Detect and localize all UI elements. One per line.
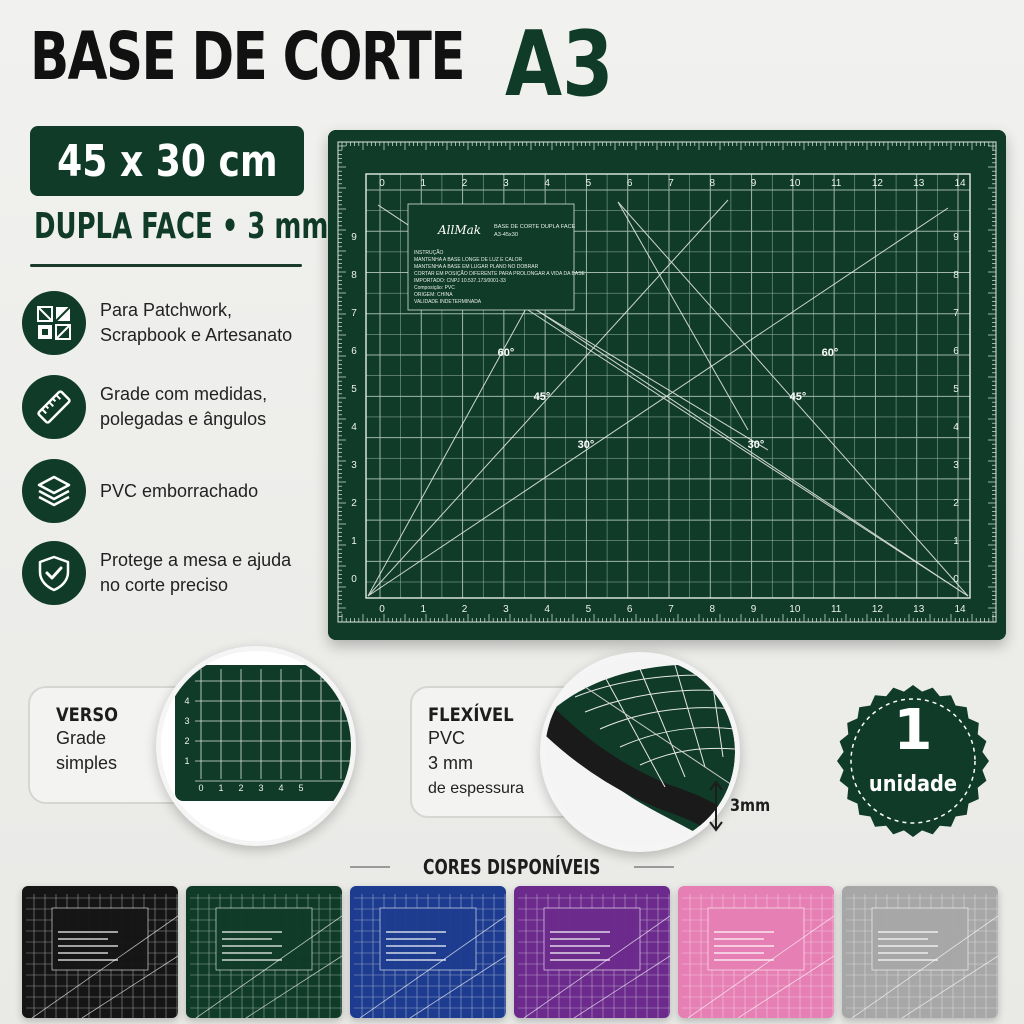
mat-bottom-number: 13 [913,604,925,615]
verso-side-number: 1 [184,756,190,766]
mat-top-number: 13 [913,178,925,189]
mat-top-number: 4 [544,178,550,189]
mat-bottom-number: 9 [750,604,757,615]
color-swatch-cinza[interactable] [842,886,998,1018]
mat-right-number: 9 [953,232,959,243]
heading-rule [634,866,674,868]
color-swatch-azul[interactable] [350,886,506,1018]
verso-line1: Grade [56,728,107,748]
subtitle-text: DUPLA FACE • 3 mm [34,206,329,247]
cutting-mat-image [328,130,1006,640]
mat-top-number: 8 [709,178,716,189]
mat-bottom-number: 0 [379,604,385,615]
mat-right-number: 4 [953,422,959,433]
swatch-mat-image [186,886,342,1018]
feature-text: Grade com medidas, polegadas e ângulos [100,384,268,429]
mat-right-number: 7 [953,308,959,319]
colors-heading [350,852,674,882]
mat-right-number: 3 [953,460,959,471]
label-line: IMPORTADO: CNPJ 10.537.173/0001-33 [414,278,506,284]
mat-top-number: 1 [420,178,427,189]
colors-heading-text: CORES DISPONÍVEIS [423,855,601,879]
feature-item-patchwork [22,288,322,358]
label-line: MANTENHA A BASE EM LUGAR PLANO NO DOBRAR [414,264,539,270]
swatch-mat-image [350,886,506,1018]
ruler-icon [22,375,86,439]
mat-left-number: 2 [351,498,357,509]
mat-left-number: 3 [351,460,357,471]
color-swatch-verde[interactable] [186,886,342,1018]
mat-angle-label: 30° [577,439,595,451]
title-size-code: A3 [505,12,614,117]
mat-bottom-number: 8 [709,604,716,615]
verso-number: 5 [298,783,304,793]
unit-number: 1 [893,698,933,763]
verso-number: 3 [258,783,264,793]
swatch-mat-image [514,886,670,1018]
mat-top-number: 3 [503,178,509,189]
feature-text: Protege a mesa e ajuda no corte preciso [100,550,292,595]
shield-check-icon [22,541,86,605]
mat-right-number: 6 [953,346,959,357]
patchwork-icon [22,291,86,355]
unit-word: unidade [868,772,958,797]
dimensions-badge [30,126,304,196]
mat-left-number: 4 [351,422,357,433]
mat-bottom-number: 14 [954,604,966,615]
verso-number: 4 [278,783,284,793]
swatch-mat-image [842,886,998,1018]
mat-top-number: 10 [789,178,801,189]
mat-left-number: 5 [351,384,357,395]
mat-bottom-number: 6 [626,604,633,615]
swatch-mat-image [678,886,834,1018]
mat-angle-label: 60° [497,347,515,359]
mat-left-number: 9 [351,232,357,243]
verso-number: 2 [238,783,244,793]
mat-top-number: 7 [668,178,674,189]
feature-item-protect [22,538,322,608]
flexivel-line1: PVC [428,728,466,748]
verso-side-number: 2 [184,736,190,746]
mat-top-number: 5 [585,178,592,189]
label-brand: AllMak [438,223,482,237]
label-line: INSTRUÇÃO [414,250,444,256]
swatch-mat-image [22,886,178,1018]
feature-item-grid [22,372,322,442]
flexivel-line2: 3 mm [428,753,473,773]
mat-top-number: 11 [830,178,842,189]
subtitle [34,206,329,256]
mat-bottom-number: 3 [503,604,509,615]
mat-top-number: 9 [750,178,757,189]
verso-side-number: 3 [184,716,190,726]
mat-right-number: 8 [953,270,959,281]
title-main: BASE DE CORTE [30,18,464,95]
mat-left-number: 8 [351,270,357,281]
mat-bottom-number: 11 [830,604,842,615]
thickness-arrow-icon [706,778,726,834]
mat-bottom-number: 7 [668,604,674,615]
layers-icon [22,459,86,523]
page-title [30,12,630,130]
verso-number: 0 [198,783,204,793]
label-heading: BASE DE CORTE DUPLA FACE [494,224,576,230]
mat-top-number: 6 [626,178,633,189]
thickness-indicator [706,778,786,838]
flexivel-heading: FLEXÍVEL [428,704,514,726]
title-divider [30,264,302,267]
feature-text: PVC emborrachado [100,480,259,501]
verso-detail-image [156,646,356,846]
mat-bottom-number: 10 [789,604,801,615]
mat-right-number: 5 [953,384,959,395]
mat-angle-label: 45° [789,391,807,403]
mat-right-number: 0 [953,574,959,585]
mat-bottom-number: 4 [544,604,550,615]
mat-left-number: 1 [351,536,357,547]
mat-top-number: 14 [954,178,966,189]
verso-line2: simples [56,753,118,773]
color-swatch-rosa[interactable] [678,886,834,1018]
mat-bottom-number: 12 [871,604,883,615]
label-model: A3-45x30 [494,232,518,238]
verso-heading: VERSO [56,704,119,726]
mat-left-number: 0 [351,574,357,585]
mat-left-number: 6 [351,346,357,357]
color-swatch-roxo[interactable] [514,886,670,1018]
mat-bottom-number: 5 [585,604,592,615]
color-swatch-preto[interactable] [22,886,178,1018]
label-line: MANTENHA A BASE LONGE DE LUZ E CALOR [414,257,523,263]
mat-right-number: 1 [953,536,959,547]
label-line: ORIGEM: CHINA [414,292,453,298]
mat-bottom-number: 1 [420,604,427,615]
mat-top-number: 2 [461,178,468,189]
mat-info-label [408,204,586,310]
heading-rule [350,866,390,868]
mat-top-number: 12 [871,178,883,189]
feature-item-pvc [22,456,322,526]
mat-bottom-number: 2 [461,604,468,615]
mat-angle-label: 60° [821,347,839,359]
verso-number: 1 [218,783,224,793]
mat-right-number: 2 [953,498,959,509]
label-line: CORTAR EM POSIÇÃO DIFERENTE PARA PROLONGAR A VIDA DA BASE [414,271,585,277]
thickness-label: 3mm [730,796,771,816]
feature-text: Para Patchwork, Scrapbook e Artesanato [100,300,293,345]
label-line: Composição: PVC [414,285,455,291]
mat-left-number: 7 [351,308,357,319]
dimensions-text: 45 x 30 cm [56,135,278,187]
verso-side-number: 4 [184,696,190,706]
mat-top-number: 0 [379,178,385,189]
flexivel-line3: de espessura [428,780,525,797]
unit-badge [836,684,990,838]
mat-angle-label: 45° [533,391,551,403]
label-line: VALIDADE INDETERMINADA [414,299,482,305]
mat-angle-label: 30° [747,439,765,451]
